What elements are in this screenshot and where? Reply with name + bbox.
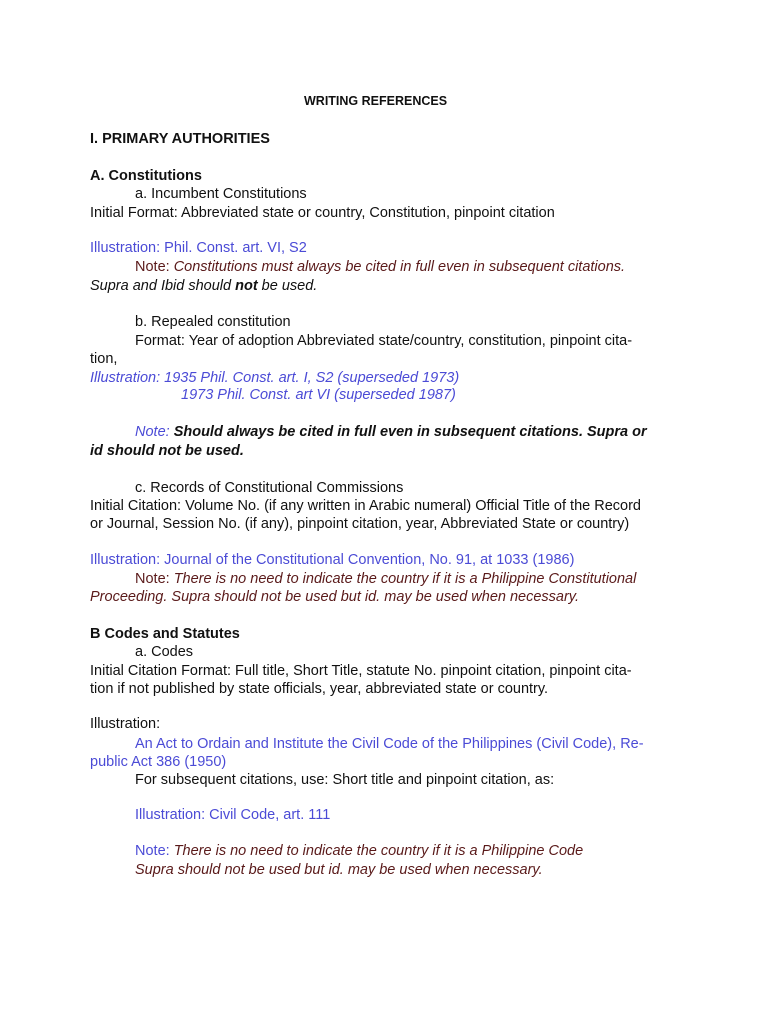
subheading-repealed: b. Repealed constitution bbox=[135, 314, 291, 330]
note-records-line2: Proceeding. Supra should not be used but id. may be used when necessary. bbox=[90, 589, 580, 605]
note-incumbent-line2 bbox=[90, 277, 317, 295]
subheading-codes: a. Codes bbox=[135, 644, 194, 660]
illustration-repealed-1: Illustration: 1935 Phil. Const. art. I, S2 (superseded 1973) bbox=[90, 370, 460, 386]
format-repealed-line2: tion, bbox=[90, 351, 118, 367]
note-codes bbox=[135, 842, 583, 860]
heading-constitutions: A. Constitutions bbox=[90, 168, 202, 184]
subsequent-citations: For subsequent citations, use: Short title and pinpoint citation, as: bbox=[135, 772, 555, 788]
illustration-records: Illustration: Journal of the Constitutional Convention, No. 91, at 1033 (1986) bbox=[90, 552, 575, 568]
format-records-line1: Initial Citation: Volume No. (if any written in Arabic numeral) Official Title of the Record bbox=[90, 498, 641, 514]
note-codes-line2: Supra should not be used but id. may be used when necessary. bbox=[135, 862, 543, 878]
illustration-civil-code-2: public Act 386 (1950) bbox=[90, 754, 227, 770]
format-incumbent: Initial Format: Abbreviated state or country, Constitution, pinpoint citation bbox=[90, 205, 555, 221]
note-label: Note: bbox=[135, 571, 174, 587]
note-label: Note: bbox=[135, 259, 174, 275]
note-text: There is no need to indicate the country if it is a Philippine Constitutional bbox=[173, 571, 637, 587]
heading-codes-statutes: B Codes and Statutes bbox=[90, 626, 240, 642]
illustration-repealed-2: 1973 Phil. Const. art VI (superseded 1987) bbox=[181, 387, 456, 403]
note-repealed bbox=[135, 423, 647, 441]
note-text-emphasis: not bbox=[235, 278, 258, 294]
illustration-civil-code-1: An Act to Ordain and Institute the Civil Code of the Philippines (Civil Code), Re- bbox=[135, 736, 644, 752]
note-text: Constitutions must always be cited in full even in subsequent citations. bbox=[173, 259, 626, 275]
section-primary-authorities: I. PRIMARY AUTHORITIES bbox=[90, 131, 270, 147]
note-text: Should always be cited in full even in subsequent citations. Supra or bbox=[173, 424, 647, 440]
note-text-post: be used. bbox=[257, 278, 318, 294]
note-text-pre: Supra and Ibid should bbox=[90, 278, 236, 294]
format-repealed-line1: Format: Year of adoption Abbreviated state/country, constitution, pinpoint cita- bbox=[135, 333, 633, 349]
note-text: There is no need to indicate the country if it is a Philippine Code bbox=[173, 843, 584, 859]
illustration-short-title: Illustration: Civil Code, art. 111 bbox=[135, 807, 331, 823]
format-records-line2: or Journal, Session No. (if any), pinpoint citation, year, Abbreviated State or country) bbox=[90, 516, 630, 532]
note-repealed-line2: id should not be used. bbox=[90, 443, 244, 459]
note-incumbent bbox=[135, 258, 625, 276]
subheading-incumbent: a. Incumbent Constitutions bbox=[135, 186, 307, 202]
illustration-label: Illustration: bbox=[90, 716, 161, 732]
document-title: WRITING REFERENCES bbox=[304, 94, 448, 108]
subheading-records: c. Records of Constitutional Commissions bbox=[135, 480, 404, 496]
note-label: Note: bbox=[135, 424, 174, 440]
format-codes-line2: tion if not published by state officials, year, abbreviated state or country. bbox=[90, 681, 549, 697]
format-codes-line1: Initial Citation Format: Full title, Short Title, statute No. pinpoint citation, pinpoint cita- bbox=[90, 663, 632, 679]
note-records bbox=[135, 570, 636, 588]
note-label: Note: bbox=[135, 843, 174, 859]
illustration-incumbent: Illustration: Phil. Const. art. VI, S2 bbox=[90, 240, 307, 256]
